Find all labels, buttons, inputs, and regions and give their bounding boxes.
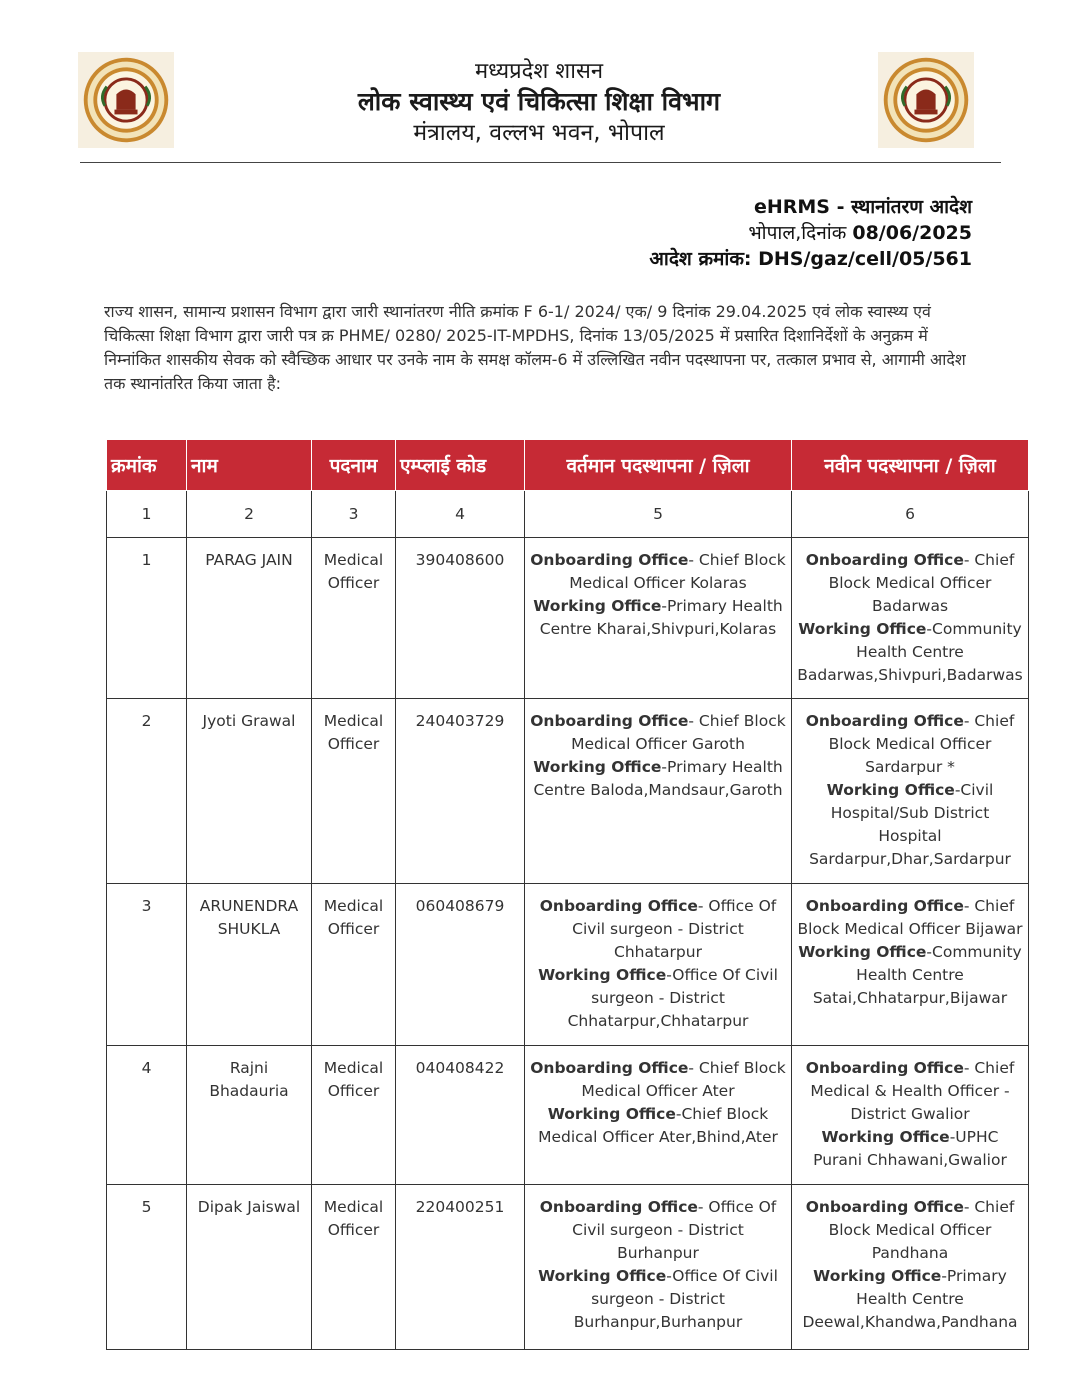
working-label: Working Office <box>547 1105 676 1123</box>
column-header-current-posting: वर्तमान पदस्थापना / ज़िला <box>525 440 792 491</box>
working-label: Working Office <box>538 1267 667 1285</box>
column-header-sno: क्रमांक <box>107 440 187 491</box>
current-working-office: -Office Of Civil surgeon - District Burhanpur,Burhanpur <box>573 1267 778 1331</box>
new-working-office: -UPHC Purani Chhawani,Gwalior <box>813 1128 1007 1169</box>
new-working-office: -Community Health Centre Badarwas,Shivpuri,Badarwas <box>797 620 1023 684</box>
cell-sno: 1 <box>107 538 187 699</box>
working-label: Working Office <box>533 597 662 615</box>
cell-employee-code: 240403729 <box>396 699 525 884</box>
new-onboarding-office: - Chief Medical & Health Officer - District Gwalior <box>810 1059 1015 1123</box>
order-date-line <box>649 220 972 246</box>
cell-sno: 4 <box>107 1046 187 1185</box>
mp-government-emblem-icon <box>78 52 174 148</box>
current-onboarding-office: - Chief Block Medical Officer Garoth <box>571 712 786 753</box>
working-label: Working Office <box>538 966 667 984</box>
column-header-new-posting: नवीन पदस्थापना / ज़िला <box>792 440 1029 491</box>
table-row <box>107 1185 1029 1350</box>
new-working-office: -Civil Hospital/Sub District Hospital Sardarpur,Dhar,Sardarpur <box>809 781 1011 868</box>
letterhead <box>200 58 878 148</box>
transfer-table <box>106 439 1029 1350</box>
column-header-employee-code: एम्प्लाई कोड <box>396 440 525 491</box>
column-number: 5 <box>525 491 792 538</box>
current-onboarding-office: - Chief Block Medical Officer Ater <box>581 1059 786 1100</box>
state-government-title: मध्यप्रदेश शासन <box>474 59 604 84</box>
cell-employee-code: 390408600 <box>396 538 525 699</box>
column-number: 1 <box>107 491 187 538</box>
new-working-office: -Primary Health Centre Deewal,Khandwa,Pandhana <box>802 1267 1018 1331</box>
cell-name: Dipak Jaiswal <box>187 1185 312 1350</box>
order-date-prefix: भोपाल,दिनांक <box>748 222 853 244</box>
current-working-office: -Primary Health Centre Baloda,Mandsaur,Garoth <box>533 758 783 799</box>
onboarding-label: Onboarding Office <box>805 1059 964 1077</box>
order-block <box>649 194 972 272</box>
cell-new-posting <box>792 699 1029 884</box>
working-label: Working Office <box>533 758 662 776</box>
column-header-name: नाम <box>187 440 312 491</box>
cell-new-posting <box>792 538 1029 699</box>
cell-current-posting <box>525 699 792 884</box>
cell-designation: Medical Officer <box>312 884 396 1046</box>
cell-name: Rajni Bhadauria <box>187 1046 312 1185</box>
current-onboarding-office: - Chief Block Medical Officer Kolaras <box>569 551 786 592</box>
new-onboarding-office: - Chief Block Medical Officer Sardarpur * <box>828 712 1015 776</box>
cell-new-posting <box>792 884 1029 1046</box>
column-number: 2 <box>187 491 312 538</box>
cell-designation: Medical Officer <box>312 699 396 884</box>
cell-new-posting <box>792 1046 1029 1185</box>
working-label: Working Office <box>821 1128 950 1146</box>
current-working-office: -Chief Block Medical Officer Ater,Bhind,Ater <box>538 1105 778 1146</box>
column-number-row <box>107 491 1029 538</box>
cell-current-posting <box>525 1046 792 1185</box>
cell-sno: 5 <box>107 1185 187 1350</box>
onboarding-label: Onboarding Office <box>805 1198 964 1216</box>
new-onboarding-office: - Chief Block Medical Officer Pandhana <box>828 1198 1015 1262</box>
mp-government-emblem-icon <box>878 52 974 148</box>
cell-name: ARUNENDRA SHUKLA <box>187 884 312 1046</box>
cell-new-posting <box>792 1185 1029 1350</box>
onboarding-label: Onboarding Office <box>805 897 964 915</box>
working-label: Working Office <box>798 943 927 961</box>
onboarding-label: Onboarding Office <box>530 712 689 730</box>
working-label: Working Office <box>826 781 955 799</box>
table-header-row <box>107 440 1029 491</box>
onboarding-label: Onboarding Office <box>539 1198 698 1216</box>
onboarding-label: Onboarding Office <box>805 712 964 730</box>
table-row <box>107 538 1029 699</box>
table-row <box>107 699 1029 884</box>
order-number: आदेश क्रमांक: DHS/gaz/cell/05/561 <box>649 248 972 270</box>
header-divider <box>80 162 1001 163</box>
cell-current-posting <box>525 538 792 699</box>
new-onboarding-office: - Chief Block Medical Officer Bijawar <box>797 897 1023 938</box>
cell-current-posting <box>525 884 792 1046</box>
current-onboarding-office: - Office Of Civil surgeon - District Chhatarpur <box>572 897 777 961</box>
order-date: 08/06/2025 <box>852 222 972 244</box>
cell-sno: 2 <box>107 699 187 884</box>
cell-name: Jyoti Grawal <box>187 699 312 884</box>
current-working-office: -Office Of Civil surgeon - District Chhatarpur,Chhatarpur <box>567 966 778 1030</box>
cell-employee-code: 220400251 <box>396 1185 525 1350</box>
cell-designation: Medical Officer <box>312 1046 396 1185</box>
cell-employee-code: 060408679 <box>396 884 525 1046</box>
cell-sno: 3 <box>107 884 187 1046</box>
working-label: Working Office <box>798 620 927 638</box>
onboarding-label: Onboarding Office <box>530 551 689 569</box>
department-title: लोक स्वास्थ्य एवं चिकित्सा शिक्षा विभाग <box>357 87 721 116</box>
column-number: 4 <box>396 491 525 538</box>
order-title: eHRMS - स्थानांतरण आदेश <box>753 196 972 218</box>
cell-designation: Medical Officer <box>312 1185 396 1350</box>
table-row <box>107 884 1029 1046</box>
table-row <box>107 1046 1029 1185</box>
cell-current-posting <box>525 1185 792 1350</box>
department-address: मंत्रालय, वल्लभ भवन, भोपाल <box>413 120 665 146</box>
onboarding-label: Onboarding Office <box>539 897 698 915</box>
cell-employee-code: 040408422 <box>396 1046 525 1185</box>
new-onboarding-office: - Chief Block Medical Officer Badarwas <box>828 551 1015 615</box>
current-working-office: -Primary Health Centre Kharai,Shivpuri,Kolaras <box>539 597 783 638</box>
current-onboarding-office: - Office Of Civil surgeon - District Burhanpur <box>572 1198 777 1262</box>
column-number: 3 <box>312 491 396 538</box>
cell-name: PARAG JAIN <box>187 538 312 699</box>
column-number: 6 <box>792 491 1029 538</box>
new-working-office: -Community Health Centre Satai,Chhatarpur,Bijawar <box>812 943 1022 1007</box>
order-body-text: राज्य शासन, सामान्य प्रशासन विभाग द्वारा जारी स्थानांतरण नीति क्रमांक F 6-1/ 2024/ एक/ 9 दिनांक 29.04.2025 एवं लोक स्वास्थ्य एवं चिकित्सा शिक्षा विभाग द्वारा जारी पत्र क्र PHME/ 0280/ 2025-IT-MPDHS, दिनांक 13/05/2025 में प्रसारित दिशानिर्देशों के अनुक्रम में निम्नांकित शासकीय सेवक को स्वैच्छिक आधार पर उनके नाम के समक्ष कॉलम-6 में उल्लिखित नवीन पदस्थापना पर, तत्काल प्रभाव से, आगामी आदेश तक स्थानांतरित किया जाता है: <box>104 302 966 393</box>
onboarding-label: Onboarding Office <box>530 1059 689 1077</box>
onboarding-label: Onboarding Office <box>805 551 964 569</box>
cell-designation: Medical Officer <box>312 538 396 699</box>
working-label: Working Office <box>813 1267 942 1285</box>
column-header-designation: पदनाम <box>312 440 396 491</box>
